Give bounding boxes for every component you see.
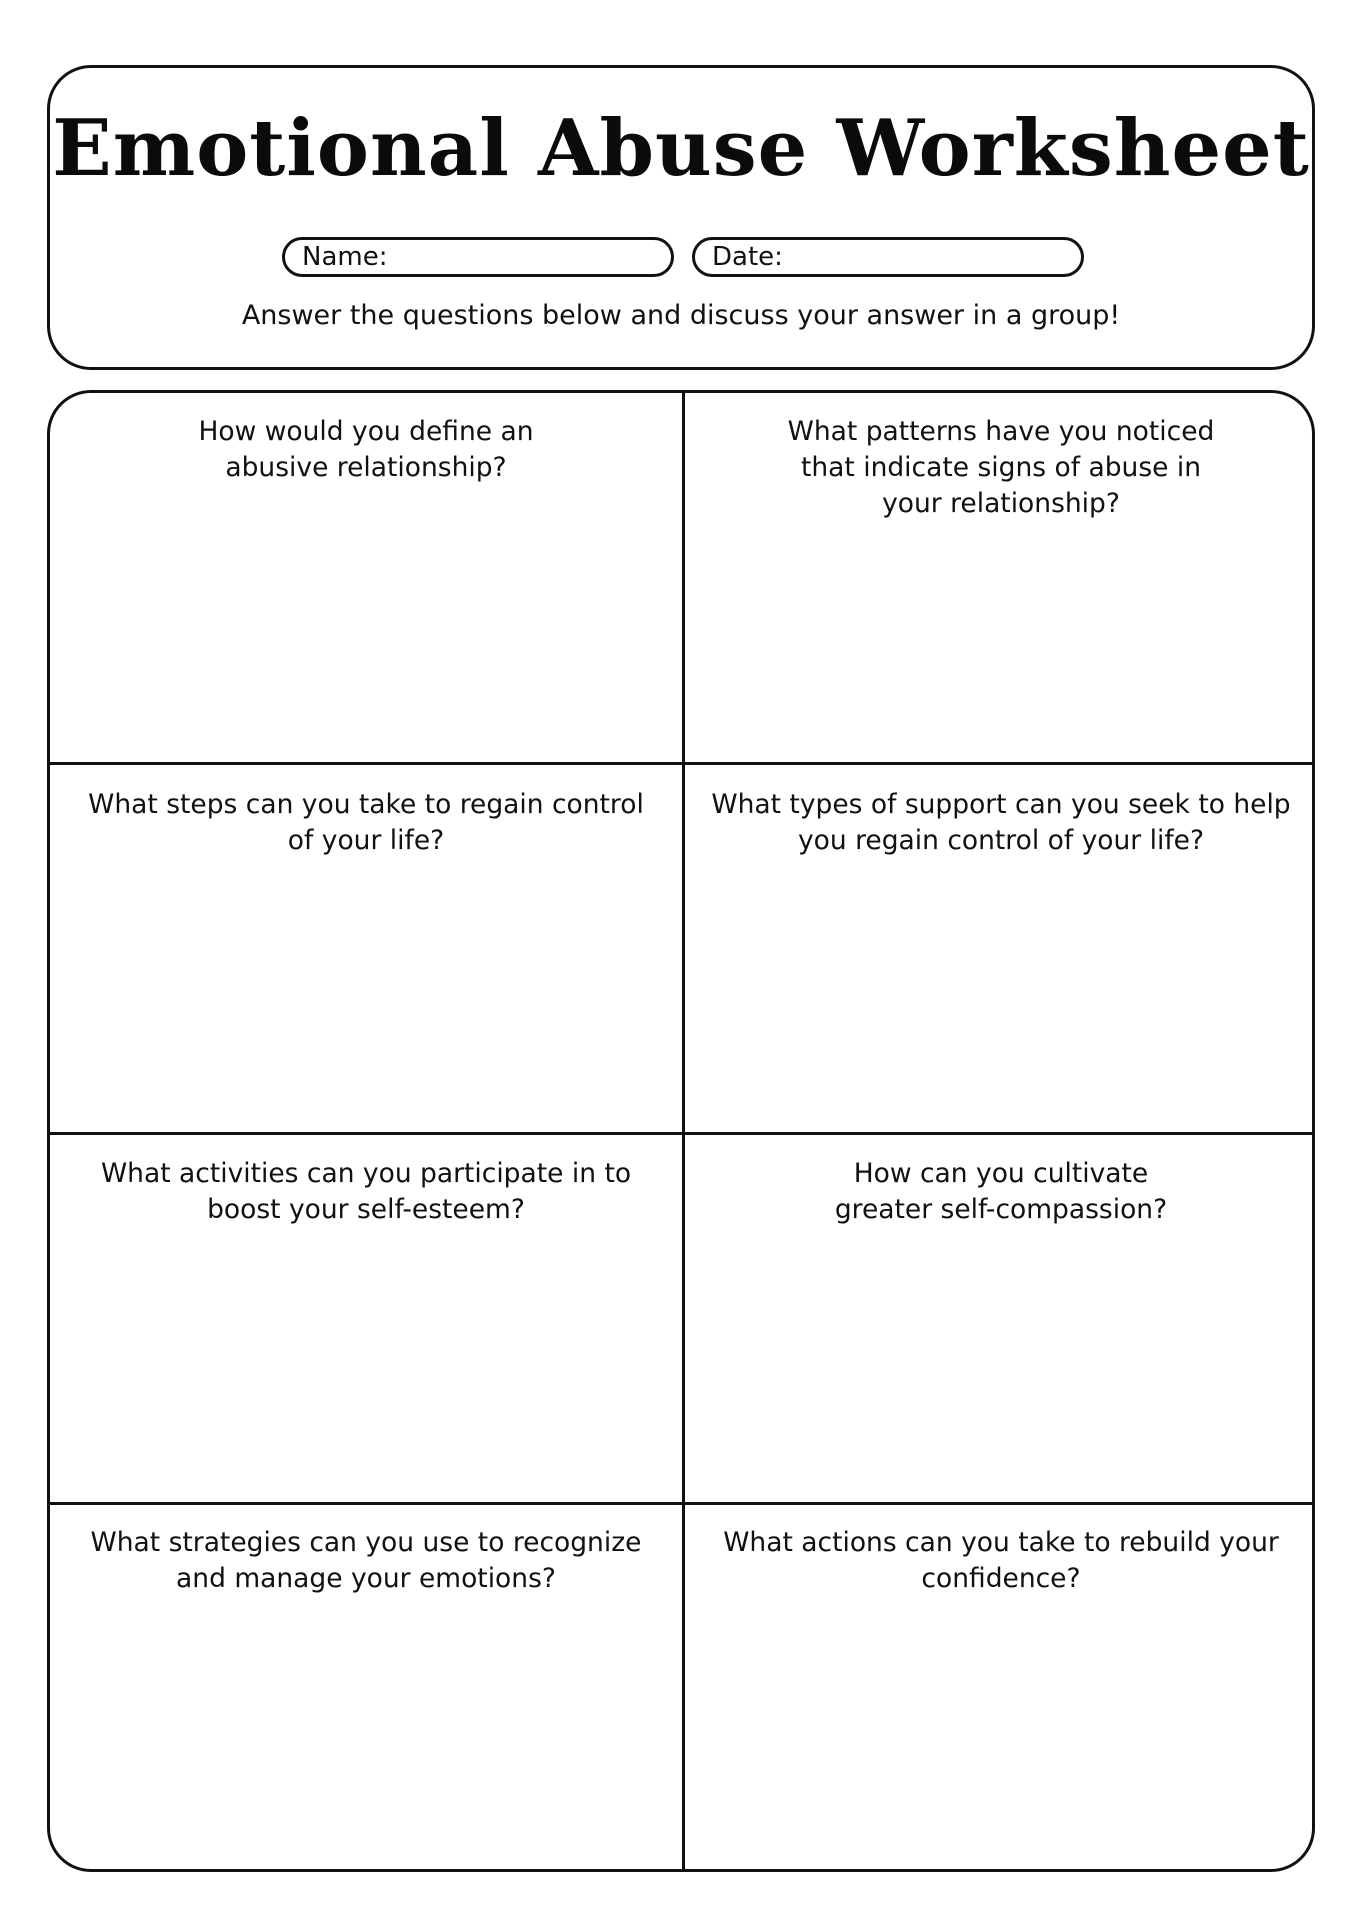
- worksheet-title: Emotional Abuse Worksheet: [52, 103, 1310, 194]
- date-label: Date:: [712, 242, 783, 272]
- question-text: What types of support can you seek to help you regain control of your life?: [711, 789, 1291, 856]
- question-cell[interactable]: [50, 1156, 682, 1228]
- question-grid: [47, 390, 1315, 1872]
- question-cell[interactable]: [685, 1156, 1315, 1228]
- question-text: How would you define an abusive relationship?: [198, 416, 534, 483]
- question-text: What activities can you participate in to boost your self-esteem?: [100, 1158, 632, 1225]
- instructions-text: Answer the questions below and discuss your answer in a group!: [241, 300, 1121, 331]
- question-cell[interactable]: [685, 414, 1315, 522]
- question-cell[interactable]: [50, 1525, 682, 1597]
- question-cell[interactable]: [50, 787, 682, 859]
- question-cell[interactable]: [685, 1525, 1315, 1597]
- question-text: What actions can you take to rebuild your confidence?: [723, 1527, 1279, 1594]
- question-text: How can you cultivate greater self-compassion?: [834, 1158, 1168, 1225]
- worksheet-header: [47, 65, 1315, 370]
- question-cell[interactable]: [685, 787, 1315, 859]
- grid-divider-vertical: [682, 393, 685, 1869]
- name-field[interactable]: [282, 237, 674, 277]
- date-field[interactable]: [692, 237, 1084, 277]
- question-text: What patterns have you noticed that indicate signs of abuse in your relationship?: [787, 416, 1215, 519]
- question-cell[interactable]: [50, 414, 682, 486]
- grid-divider-horizontal: [50, 762, 1312, 765]
- name-label: Name:: [302, 242, 388, 272]
- grid-divider-horizontal: [50, 1132, 1312, 1135]
- grid-divider-horizontal: [50, 1502, 1312, 1505]
- question-text: What steps can you take to regain control of your life?: [88, 789, 644, 856]
- question-text: What strategies can you use to recognize and manage your emotions?: [90, 1527, 642, 1594]
